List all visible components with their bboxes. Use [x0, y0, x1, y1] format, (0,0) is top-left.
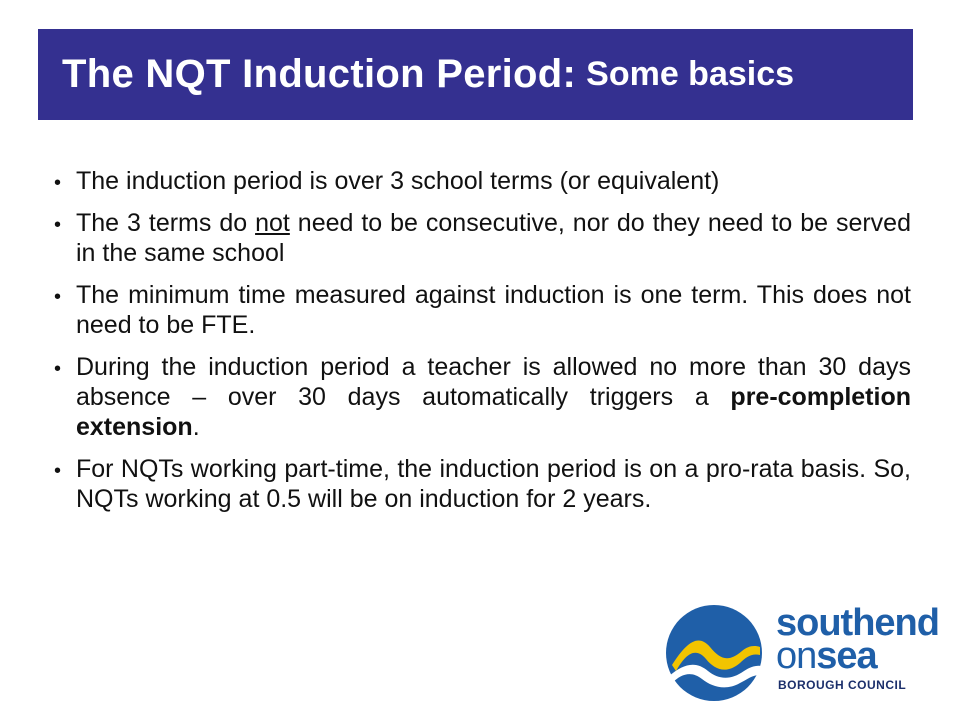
bullet-underlined-word: not	[255, 209, 290, 237]
slide-title: The NQT Induction Period:	[62, 52, 577, 96]
logo-line-borough-council: BOROUGH COUNCIL	[778, 678, 907, 692]
bullet-list	[58, 166, 911, 526]
logo-line-southend: southend	[776, 602, 939, 644]
bullet-bold-phrase: pre-completion extension	[76, 383, 911, 441]
slide-subtitle: Some basics	[586, 55, 795, 93]
bullet-item	[58, 280, 911, 340]
bullet-text-before: During the induction period a teacher is allowed no more than 30 days absence – over 30 days automatically triggers a	[76, 353, 911, 411]
logo-line-onsea	[776, 636, 877, 676]
council-logo-text	[776, 602, 939, 703]
council-logo	[664, 602, 939, 703]
bullet-item	[58, 454, 911, 514]
bullet-item	[58, 166, 911, 196]
title-bar	[38, 29, 913, 120]
bullet-text-before: The 3 terms do	[76, 209, 256, 237]
bullet-item	[58, 208, 911, 268]
bullet-text-after: .	[192, 413, 200, 441]
bullet-text-after: need to be consecutive, nor do they need to be served in the same school	[76, 209, 911, 267]
logo-word-on: on	[776, 635, 817, 677]
bullet-item	[58, 352, 911, 442]
bullet-text: The minimum time measured against induction is one term. This does not need to be FTE.	[76, 281, 911, 339]
council-logo-mark-icon	[664, 603, 764, 703]
bullet-text: For NQTs working part-time, the induction period is on a pro-rata basis. So, NQTs working at 0.5 will be on induction for 2 years.	[76, 455, 911, 513]
bullet-text: The induction period is over 3 school terms (or equivalent)	[76, 167, 720, 195]
logo-word-sea: sea	[816, 635, 877, 677]
